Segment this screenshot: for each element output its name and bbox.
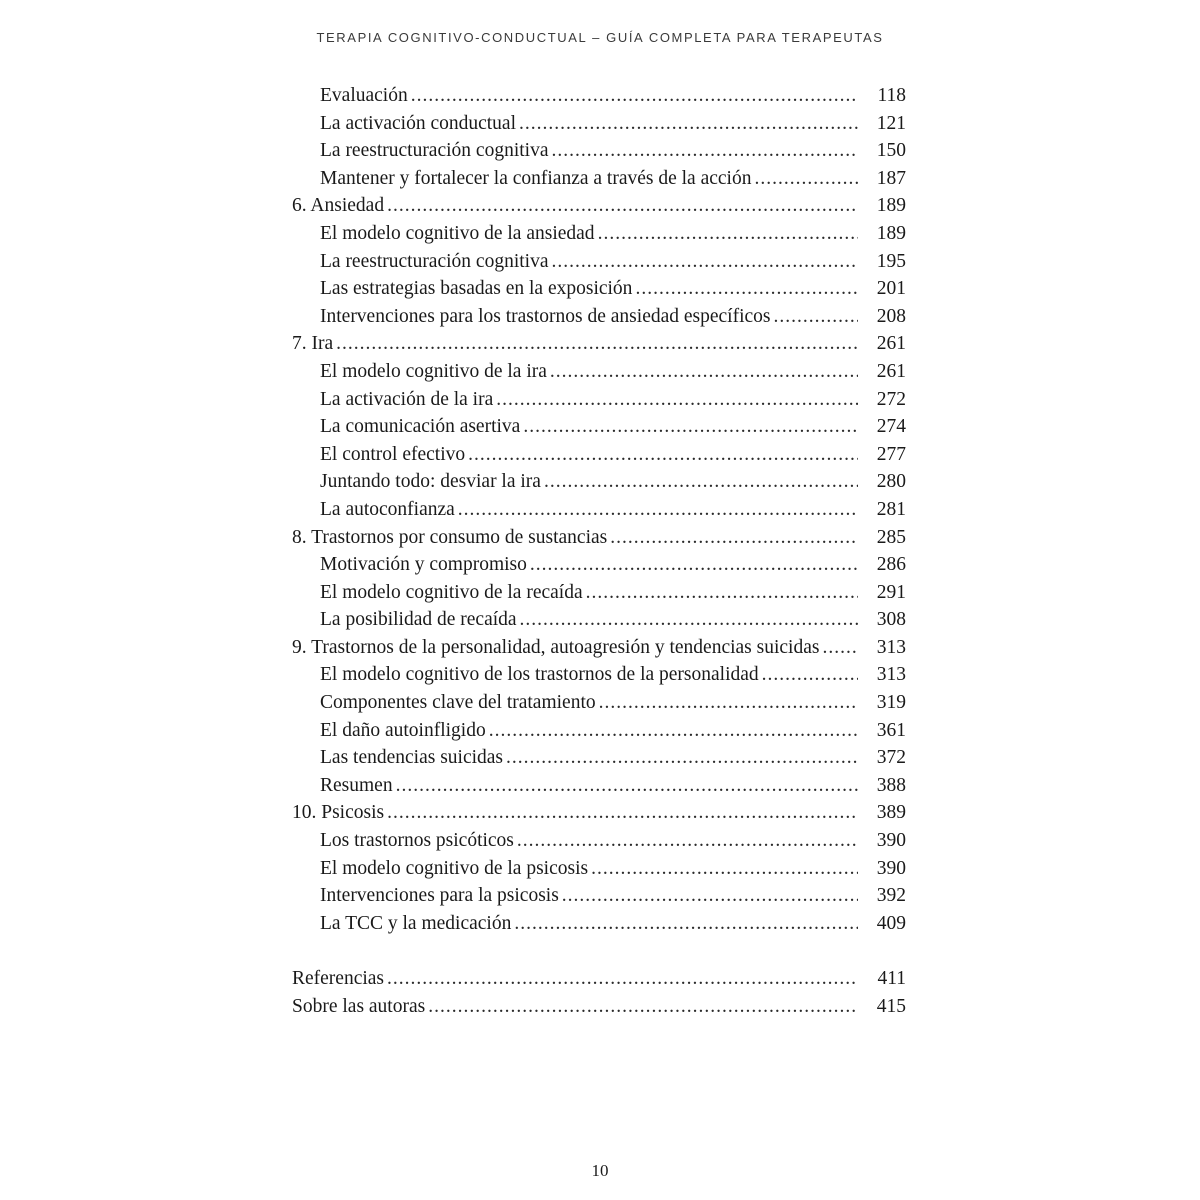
- toc-spacer: [292, 937, 906, 965]
- toc-entry-page-number: 390: [876, 830, 906, 852]
- toc-entry-page-number: 195: [876, 250, 906, 272]
- toc-entry-title: 9. Trastornos de la personalidad, autoagresión y tendencias suicidas: [292, 636, 820, 658]
- toc-dot-leader: [635, 275, 858, 303]
- toc-entry-title: La comunicación asertiva: [320, 416, 521, 438]
- toc-entry-page-number: 390: [876, 857, 906, 879]
- toc-subentry[interactable]: [292, 496, 906, 524]
- toc-entry-title: Mantener y fortalecer la confianza a través de la acción: [320, 167, 752, 189]
- toc-subentry[interactable]: [292, 772, 906, 800]
- toc-entry-title: El daño autoinfligido: [320, 719, 486, 741]
- toc-entry-page-number: 121: [876, 112, 906, 134]
- toc-main-entries: [292, 82, 906, 937]
- toc-entry-title: El modelo cognitivo de la psicosis: [320, 857, 589, 879]
- toc-subentry[interactable]: [292, 468, 906, 496]
- toc-entry-title: La TCC y la medicación: [320, 912, 512, 934]
- toc-entry-title: Motivación y compromiso: [320, 554, 527, 576]
- toc-entry-page-number: 392: [876, 885, 906, 907]
- toc-entry-page-number: 308: [876, 609, 906, 631]
- toc-dot-leader: [530, 551, 858, 579]
- toc-subentry[interactable]: [292, 661, 906, 689]
- toc-entry-title: Sobre las autoras: [292, 995, 426, 1017]
- toc-entry-title: El control efectivo: [320, 443, 466, 465]
- toc-entry-page-number: 261: [876, 360, 906, 382]
- toc-entry-title: 7. Ira: [292, 333, 334, 355]
- toc-dot-leader: [523, 413, 858, 441]
- toc-entry-title: Referencias: [292, 968, 385, 989]
- toc-entry-page-number: 187: [876, 167, 906, 189]
- toc-entry-page-number: 291: [876, 581, 906, 603]
- toc-dot-leader: [519, 110, 858, 138]
- toc-entry-title: La activación conductual: [320, 112, 516, 134]
- toc-chapter-entry[interactable]: [292, 799, 906, 827]
- toc-subentry[interactable]: [292, 744, 906, 772]
- toc-dot-leader: [591, 855, 858, 883]
- toc-entry-page-number: 415: [876, 995, 906, 1017]
- toc-entry-title: El modelo cognitivo de los trastornos de la personalidad: [320, 664, 759, 686]
- toc-dot-leader: [822, 634, 858, 662]
- toc-entry-title: 10. Psicosis: [292, 802, 385, 824]
- toc-dot-leader: [468, 441, 858, 469]
- toc-dot-leader: [489, 717, 858, 745]
- toc-subentry[interactable]: [292, 413, 906, 441]
- toc-subentry[interactable]: [292, 82, 906, 110]
- toc-entry-page-number: 208: [876, 305, 906, 327]
- toc-entry-title: Los trastornos psicóticos: [320, 830, 514, 852]
- toc-dot-leader: [336, 330, 858, 358]
- toc-subentry[interactable]: [292, 689, 906, 717]
- toc-entry-title: Evaluación: [320, 85, 408, 106]
- toc-dot-leader: [551, 248, 858, 276]
- toc-chapter-entry[interactable]: [292, 192, 906, 220]
- toc-dot-leader: [610, 524, 858, 552]
- toc-dot-leader: [387, 965, 858, 993]
- toc-dot-leader: [598, 220, 858, 248]
- toc-subentry[interactable]: [292, 827, 906, 855]
- toc-dot-leader: [506, 744, 858, 772]
- toc-entry-title: Intervenciones para los trastornos de ansiedad específicos: [320, 305, 771, 327]
- toc-entry-title: La posibilidad de recaída: [320, 609, 517, 631]
- toc-entry-page-number: 286: [876, 554, 906, 576]
- toc-dot-leader: [396, 772, 858, 800]
- toc-subentry[interactable]: [292, 717, 906, 745]
- toc-dot-leader: [544, 468, 858, 496]
- toc-entry-title: 6. Ansiedad: [292, 195, 385, 217]
- toc-dot-leader: [514, 910, 858, 938]
- toc-dot-leader: [520, 606, 858, 634]
- toc-entry-page-number: 313: [876, 664, 906, 686]
- toc-entry-title: La activación de la ira: [320, 388, 494, 410]
- toc-chapter-entry[interactable]: [292, 330, 906, 358]
- toc-entry-title: Las estrategias basadas en la exposición: [320, 278, 633, 300]
- page-number: 10: [591, 1161, 609, 1180]
- toc-subentry[interactable]: [292, 137, 906, 165]
- toc-dot-leader: [551, 137, 858, 165]
- toc-entry-page-number: 189: [876, 222, 906, 244]
- toc-entry-page-number: 201: [876, 278, 906, 300]
- toc-entry-page-number: 261: [876, 333, 906, 355]
- toc-entry-page-number: 388: [876, 774, 906, 796]
- toc-dot-leader: [387, 799, 858, 827]
- toc-dot-leader: [550, 358, 858, 386]
- toc-entry-page-number: 411: [877, 968, 906, 989]
- toc-subentry[interactable]: [292, 551, 906, 579]
- toc-subentry[interactable]: [292, 910, 906, 938]
- toc-subentry[interactable]: [292, 165, 906, 193]
- toc-dot-leader: [586, 579, 858, 607]
- toc-entry-page-number: 319: [876, 692, 906, 714]
- toc-entry-page-number: 285: [876, 526, 906, 548]
- toc-subentry[interactable]: [292, 579, 906, 607]
- toc-entry-title: Intervenciones para la psicosis: [320, 885, 559, 907]
- toc-chapter-entry[interactable]: [292, 524, 906, 552]
- toc-entry-page-number: 281: [876, 498, 906, 520]
- toc-entry-page-number: 389: [876, 802, 906, 824]
- toc-subentry[interactable]: [292, 358, 906, 386]
- toc-subentry[interactable]: [292, 441, 906, 469]
- toc-dot-leader: [562, 882, 858, 910]
- toc-entry-page-number: 189: [876, 195, 906, 217]
- toc-dot-leader: [387, 192, 858, 220]
- toc-dot-leader: [458, 496, 858, 524]
- toc-dot-leader: [411, 82, 858, 110]
- toc-dot-leader: [496, 386, 858, 414]
- toc-subentry[interactable]: [292, 248, 906, 276]
- toc-back-matter: [292, 965, 906, 1020]
- toc-entry-page-number: 150: [876, 140, 906, 162]
- toc-entry-title: Juntando todo: desviar la ira: [320, 471, 541, 493]
- toc-subentry[interactable]: [292, 386, 906, 414]
- toc-dot-leader: [774, 303, 859, 331]
- running-header: TERAPIA COGNITIVO-CONDUCTUAL – GUÍA COMPLETA PARA TERAPEUTAS: [316, 30, 884, 45]
- toc-chapter-entry[interactable]: [292, 965, 906, 993]
- toc-entry-title: El modelo cognitivo de la ansiedad: [320, 222, 595, 244]
- toc-entry-page-number: 409: [876, 912, 906, 934]
- toc-entry-page-number: 313: [876, 636, 906, 658]
- toc-entry-title: Resumen: [320, 774, 393, 796]
- toc-entry-title: El modelo cognitivo de la ira: [320, 360, 547, 382]
- toc-subentry[interactable]: [292, 220, 906, 248]
- toc-subentry[interactable]: [292, 275, 906, 303]
- toc-entry-title: La autoconfianza: [320, 498, 455, 520]
- toc-entry-page-number: 118: [877, 85, 906, 106]
- toc-entry-page-number: 280: [876, 471, 906, 493]
- toc-subentry[interactable]: [292, 303, 906, 331]
- toc-dot-leader: [517, 827, 858, 855]
- toc-dot-leader: [762, 661, 858, 689]
- toc-subentry[interactable]: [292, 882, 906, 910]
- toc-entry-title: La reestructuración cognitiva: [320, 250, 549, 272]
- toc-chapter-entry[interactable]: [292, 634, 906, 662]
- toc-subentry[interactable]: [292, 606, 906, 634]
- toc-entry-title: 8. Trastornos por consumo de sustancias: [292, 526, 608, 548]
- toc-dot-leader: [599, 689, 858, 717]
- toc-dot-leader: [428, 993, 858, 1021]
- toc-entry-title: Componentes clave del tratamiento: [320, 692, 596, 714]
- toc-entry-title: Las tendencias suicidas: [320, 747, 504, 769]
- toc-subentry[interactable]: [292, 110, 906, 138]
- toc-entry-title: La reestructuración cognitiva: [320, 140, 549, 162]
- table-of-contents: [292, 82, 906, 1020]
- toc-entry-page-number: 277: [876, 443, 906, 465]
- toc-subentry[interactable]: [292, 855, 906, 883]
- toc-entry-page-number: 372: [876, 747, 906, 769]
- toc-chapter-entry[interactable]: [292, 993, 906, 1021]
- toc-entry-page-number: 272: [876, 388, 906, 410]
- toc-entry-title: El modelo cognitivo de la recaída: [320, 581, 583, 603]
- toc-dot-leader: [754, 165, 858, 193]
- toc-entry-page-number: 361: [876, 719, 906, 741]
- toc-entry-page-number: 274: [876, 416, 906, 438]
